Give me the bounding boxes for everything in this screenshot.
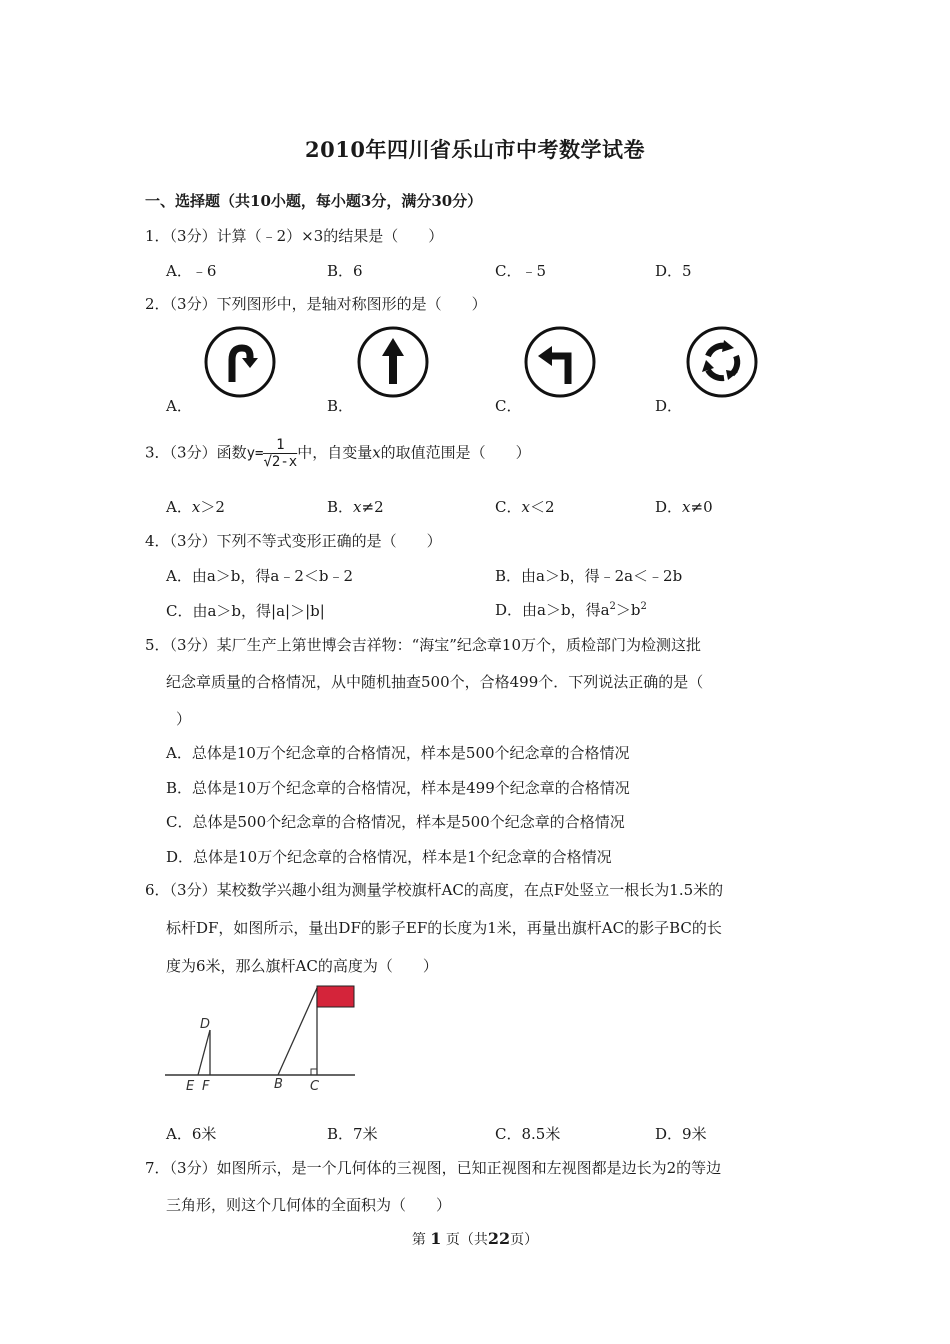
q1-option-b: B．6 [327,262,363,280]
q6-option-a: A．6米 [166,1125,217,1143]
page-footer: 第 1 页（共22页） [411,1229,539,1248]
q2-option-d: D． [655,397,683,415]
section-heading: 一、选择题（共10小题，每小题3分，满分30分） [145,192,483,210]
flag-shape [317,986,354,1007]
q7-line1: 7．（3分）如图所示，是一个几何体的三视图，已知正视图和左视图都是边长为2的等边 [145,1159,722,1177]
q4-stem: 4．（3分）下列不等式变形正确的是（ ） [145,532,442,550]
q3-denominator: √2-x [263,454,298,470]
q5-option-c: C．总体是500个纪念章的合格情况，样本是500个纪念章的合格情况 [166,813,625,831]
left-turn-sign-icon [524,326,596,398]
q5-line3: ） [176,710,192,728]
q3-option-d: D．x≠0 [655,498,713,516]
q3-suffix-pre: 中，自变量 [297,443,373,462]
q7-line2: 三角形，则这个几何体的全面积为（ ） [166,1196,452,1214]
q6-option-c: C．8.5米 [495,1125,561,1143]
q6-option-b: B．7米 [327,1125,378,1143]
up-arrow-sign-icon [357,326,429,398]
uturn-sign-icon [204,326,276,398]
q3-option-b: B．x≠2 [327,498,384,516]
label-d: D [200,1017,211,1032]
q1-stem: 1．（3分）计算（﹣2）×3的结果是（ ） [145,227,444,245]
q5-option-d: D．总体是10万个纪念章的合格情况，样本是1个纪念章的合格情况 [166,848,612,866]
q6-line1: 6．（3分）某校数学兴趣小组为测量学校旗杆AC的高度，在点F处竖立一根长为1.5米的 [145,881,724,899]
q2-option-c: C． [495,397,522,415]
flagpole-diagram [160,980,360,1095]
q3-var: x [372,443,381,462]
q3-stem [145,437,531,470]
page-total: 22 [487,1229,511,1248]
roundabout-sign-icon [686,326,758,398]
label-b: B [274,1077,283,1092]
label-c: C [310,1079,320,1094]
label-e: E [186,1079,195,1094]
q3-suffix-post: 的取值范围是（ ） [380,443,531,462]
q1-option-d: D．5 [655,262,692,280]
label-f: F [202,1079,210,1094]
q2-stem: 2．（3分）下列图形中，是轴对称图形的是（ ） [145,295,487,313]
q1-option-c: C．﹣5 [495,262,547,280]
q6-line3: 度为6米，那么旗杆AC的高度为（ ） [166,957,438,975]
q3-fraction [263,437,297,470]
q5-line2: 纪念章质量的合格情况，从中随机抽查500个，合格499个．下列说法正确的是（ [166,673,704,691]
q4-option-c: C．由a＞b，得|a|＞|b| [166,602,325,620]
q3-option-a: A．x＞2 [166,498,225,516]
q3-numerator: 1 [263,437,297,454]
q2-option-a: A． [166,397,192,415]
q2-option-b: B． [327,397,354,415]
q6-option-d: D．9米 [655,1125,707,1143]
page-number: 1 [430,1229,442,1248]
q4-option-b: B．由a＞b，得﹣2a＜﹣2b [495,567,683,585]
page-title: 2010年四川省乐山市中考数学试卷 [305,137,645,162]
q5-option-a: A．总体是10万个纪念章的合格情况，样本是500个纪念章的合格情况 [166,744,630,762]
q1-option-a: A．﹣6 [166,262,217,280]
q5-option-b: B．总体是10万个纪念章的合格情况，样本是499个纪念章的合格情况 [166,779,630,797]
q4-option-d: D．由a＞b，得$a^2>b^2$ [495,601,647,619]
q6-line2: 标杆DF，如图所示，量出DF的影子EF的长度为1米，再量出旗杆AC的影子BC的长 [166,919,722,937]
q3-option-c: C．x＜2 [495,498,555,516]
q3-y: y= [246,445,264,462]
q4-option-a: A．由a＞b，得a﹣2＜b﹣2 [166,567,354,585]
q5-line1: 5．（3分）某厂生产上第世博会吉祥物：“海宝”纪念章10万个，质检部门为检测这批 [145,636,702,654]
q3-prefix: 3．（3分）函数 [145,443,247,462]
